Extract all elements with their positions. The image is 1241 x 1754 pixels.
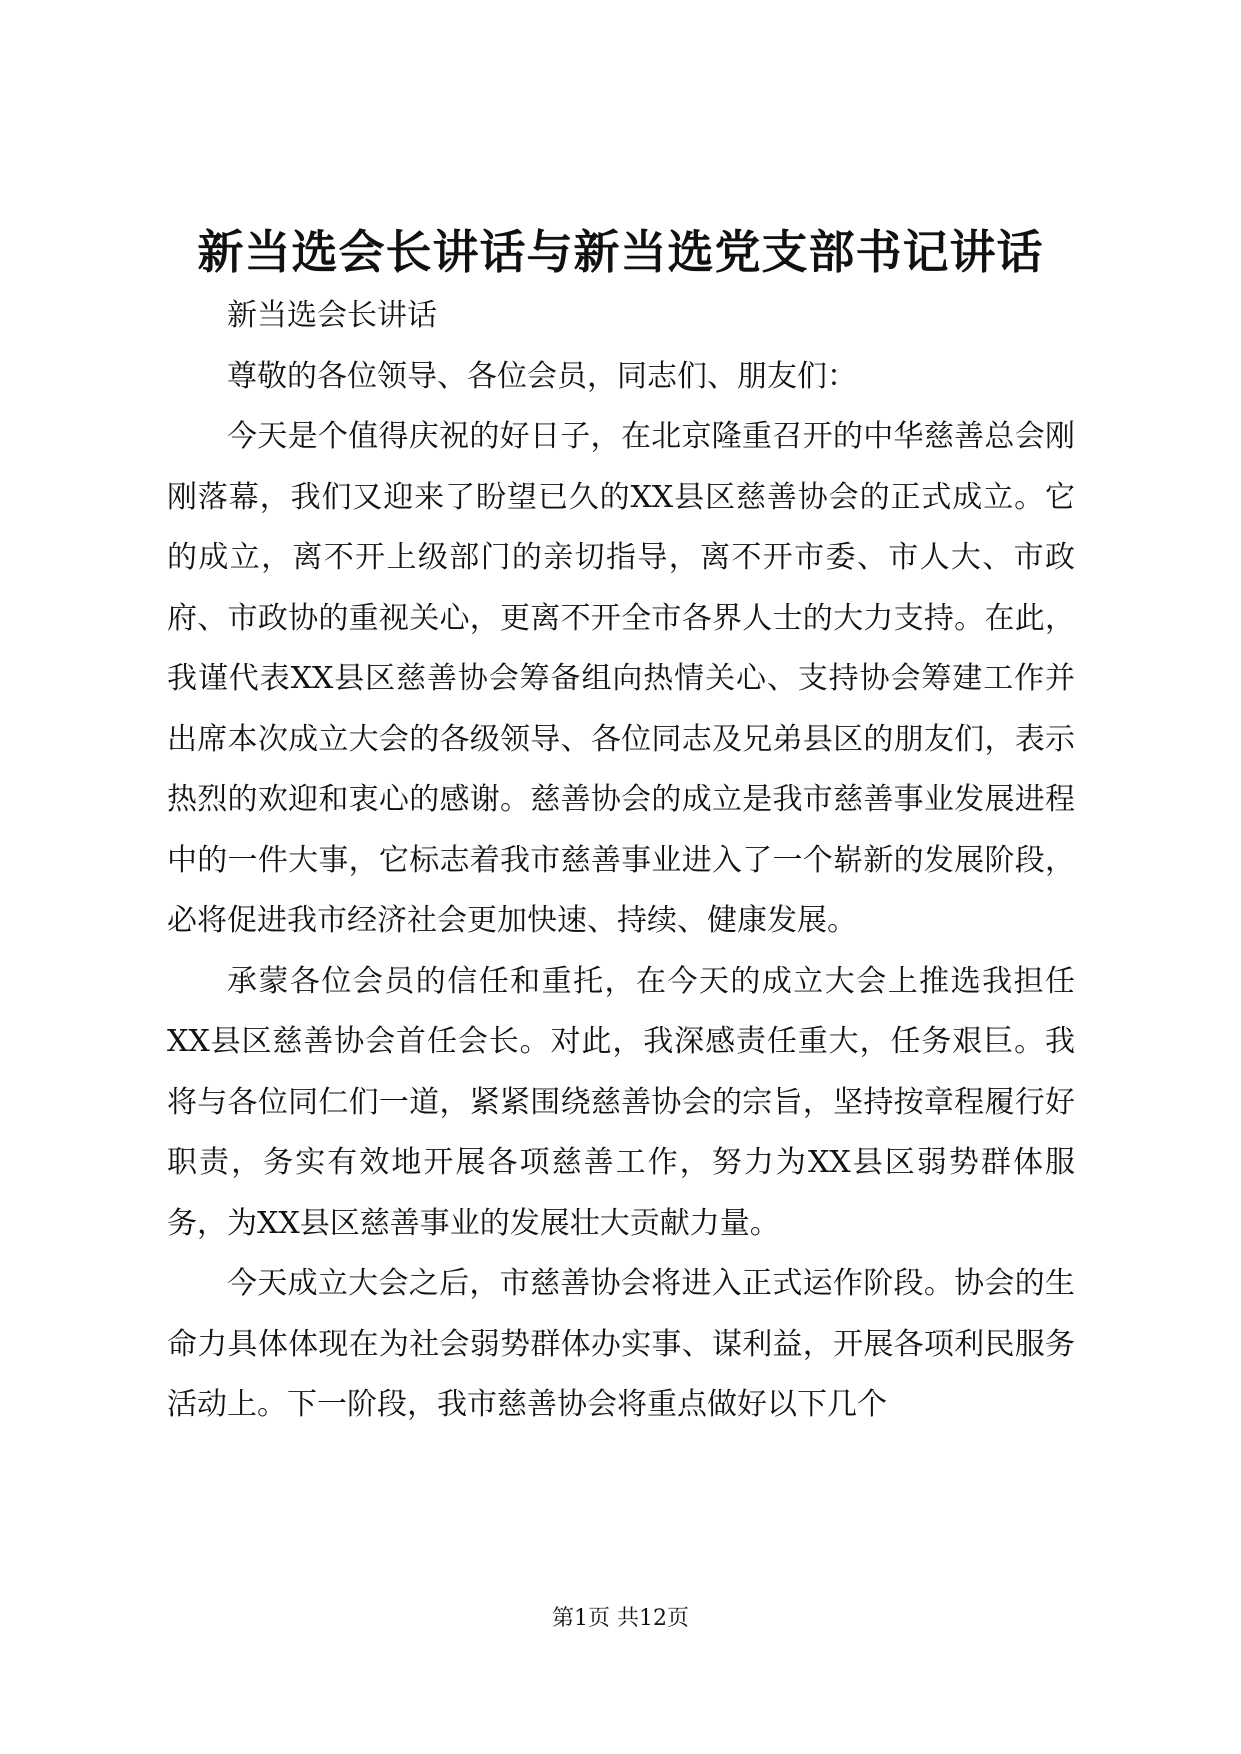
paragraph-salutation: 尊敬的各位领导、各位会员，同志们、朋友们： [227, 358, 857, 394]
paragraph: 承蒙各位会员的信任和重托，在今天的成立大会上推选我担任XX县区慈善协会首任会长。对此，我深感责任重大，任务艰巨。我将与各位同仁们一道，紧紧围绕慈善协会的宗旨，坚持按章程履行好职责，务实有效地开展各项慈善工作，努力为XX县区弱势群体服务，为XX县区慈善事业的发展壮大贡献力量。 [167, 963, 1075, 1241]
paragraph: 今天成立大会之后，市慈善协会将进入正式运作阶段。协会的生命力具体体现在为社会弱势群体办实事、谋利益，开展各项利民服务活动上。下一阶段，我市慈善协会将重点做好以下几个 [167, 1266, 1075, 1422]
document-title: 新当选会长讲话与新当选党支部书记讲话 [197, 225, 1044, 279]
document-body [167, 286, 1075, 1436]
page-number-footer: 第1页 共12页 [552, 1606, 689, 1631]
paragraph: 今天是个值得庆祝的好日子，在北京隆重召开的中华慈善总会刚刚落幕，我们又迎来了盼望已久的XX县区慈善协会的正式成立。它的成立，离不开上级部门的亲切指导，离不开市委、市人大、市政府、市政协的重视关心，更离不开全市各界人士的大力支持。在此，我谨代表XX县区慈善协会筹备组向热情关心、支持协会筹建工作并出席本次成立大会的各级领导、各位同志及兄弟县区的朋友们，表示热烈的欢迎和衷心的感谢。慈善协会的成立是我市慈善事业发展进程中的一件大事，它标志着我市慈善事业进入了一个崭新的发展阶段，必将促进我市经济社会更加快速、持续、健康发展。 [167, 419, 1075, 938]
paragraph-subtitle: 新当选会长讲话 [227, 298, 437, 333]
